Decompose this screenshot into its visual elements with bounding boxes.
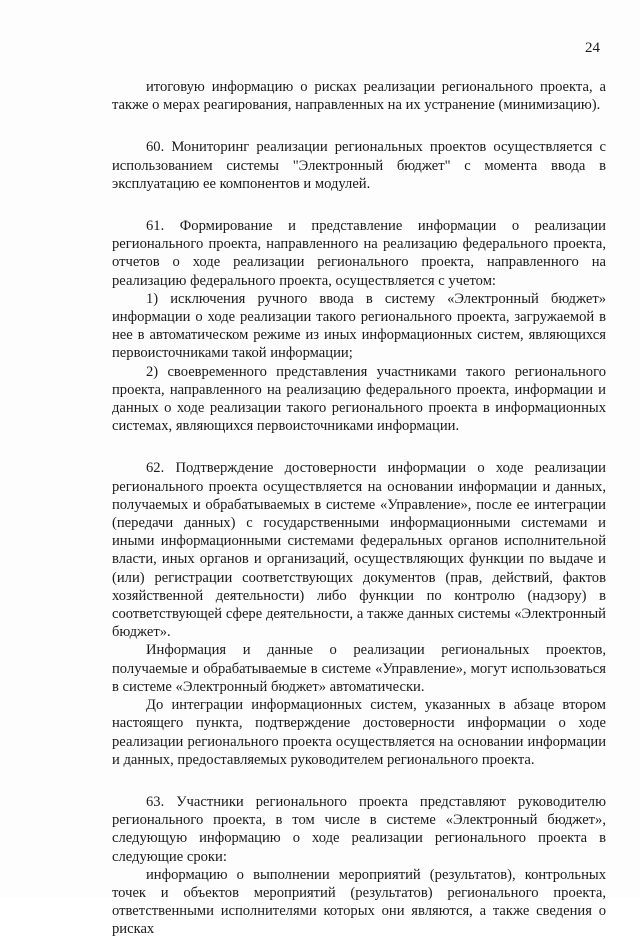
paragraph-continuation: итоговую информацию о рисках реализации регионального проекта, а также о мерах реагирования, направленных на их устранение (минимизацию). bbox=[112, 79, 606, 114]
paragraph-63: 63. Участники регионального проекта представляют руководителю регионального проекта, в том числе в системе «Электронный бюджет», следующую информацию о ходе реализации регионального проекта в следующие сроки: bbox=[112, 793, 606, 865]
paragraph-62-third: До интеграции информационных систем, указанных в абзаце втором настоящего пункта, подтверждение достоверности информации о ходе реализации регионального проекта осуществляется на основании информации и данных, предоставляемых руководителем регионального проекта. bbox=[112, 697, 606, 768]
document-body bbox=[112, 78, 606, 939]
paragraph-61: 61. Формирование и представление информации о реализации регионального проекта, направленного на реализацию федерального проекта, отчетов о ходе реализации регионального проекта, направленного на реализацию федерального проекта, осуществляется с учетом: bbox=[112, 218, 606, 289]
paragraph-60: 60. Мониторинг реализации региональных проектов осуществляется с использованием системы "Электронный бюджет" с момента ввода в эксплуатацию ее компонентов и модулей. bbox=[112, 139, 606, 192]
paragraph-62-second: Информация и данные о реализации региональных проектов, получаемые и обрабатываемые в системе «Управление», могут использоваться в системе «Электронный бюджет» автоматически. bbox=[112, 642, 606, 695]
paragraph-61-item-2: 2) своевременного представления участниками такого регионального проекта, направленного на реализацию федерального проекта, информации и данных о ходе реализации такого регионального проекта в информационных системах, являющихся первоисточниками информации. bbox=[112, 363, 606, 435]
page-number: 24 bbox=[585, 40, 600, 56]
paragraph-63-info: информацию о выполнении мероприятий (результатов), контрольных точек и объектов мероприятий (результатов) регионального проекта, ответственными исполнителями которых они являются, а также сведения о рисках bbox=[112, 866, 606, 938]
paragraph-61-item-1: 1) исключения ручного ввода в систему «Электронный бюджет» информации о ходе реализации такого регионального проекта, загружаемой в нее в автоматическом режиме из иных информационных систем, являющихся первоисточниками такой информации; bbox=[112, 290, 606, 362]
paragraph-62: 62. Подтверждение достоверности информации о ходе реализации регионального проекта осуществляется на основании информации и данных, получаемых и обрабатываемых в системе «Управление», после ее интеграции (передачи данных) с государственными информационными системами и иными информационными системами федеральных органов исполнительной власти, иных органов и организаций, осуществляющих функции по выдаче и (или) регистрации соответствующих документов (прав, действий, фактов хозяйственной деятельности) либо функции по контролю (надзору) в соответствующей сфере деятельности, а также данных системы «Электронный бюджет». bbox=[112, 460, 606, 641]
